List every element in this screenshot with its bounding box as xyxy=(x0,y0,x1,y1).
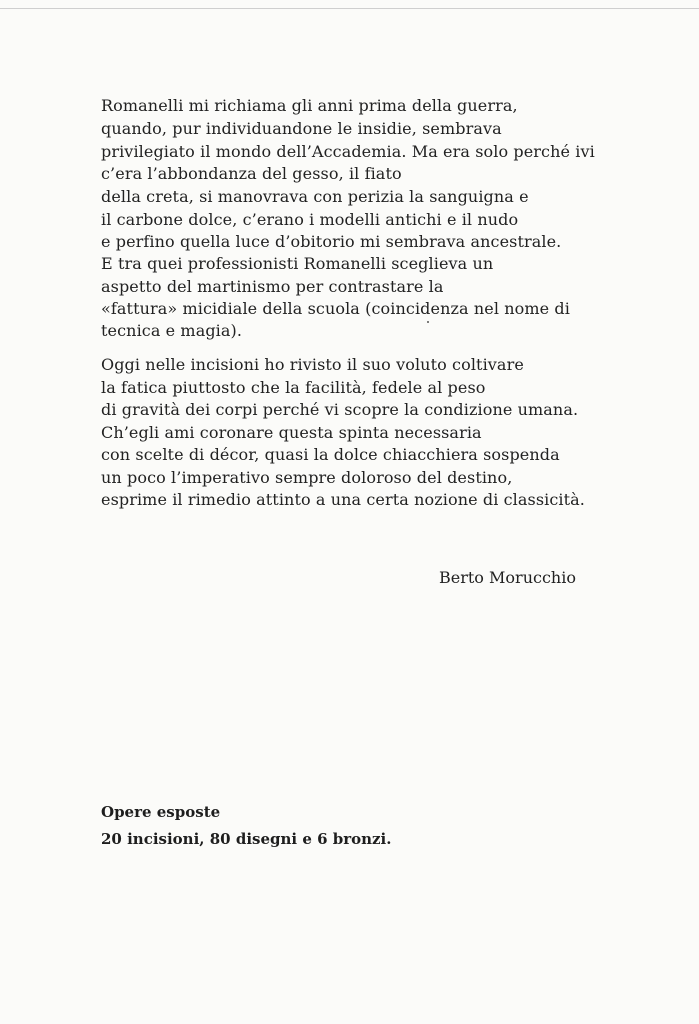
text-line: della creta, si manovrava con perizia la sanguigna e xyxy=(101,187,529,206)
text-line: la fatica piuttosto che la facilità, fedele al peso xyxy=(101,378,486,397)
text-line: E tra quei professionisti Romanelli sceglieva un xyxy=(101,254,494,273)
text-line: privilegiato il mondo dell’Accademia. Ma era solo perché ivi xyxy=(101,142,595,161)
text-line: e perfino quella luce d’obitorio mi sembrava ancestrale. xyxy=(101,232,562,251)
works-heading: Opere esposte xyxy=(101,803,221,821)
paper-speck xyxy=(427,321,429,323)
text-line: esprime il rimedio attinto a una certa nozione di classicità. xyxy=(101,490,585,509)
text-line: aspetto del martinismo per contrastare la xyxy=(101,277,444,296)
text-line: il carbone dolce, c’erano i modelli antichi e il nudo xyxy=(101,210,519,229)
top-edge-rule xyxy=(0,8,699,9)
works-detail: 20 incisioni, 80 disegni e 6 bronzi. xyxy=(101,830,392,848)
text-line: tecnica e magia). xyxy=(101,321,243,340)
text-line: un poco l’imperativo sempre doloroso del destino, xyxy=(101,468,513,487)
author-signature: Berto Morucchio xyxy=(439,568,576,587)
text-line: con scelte di décor, quasi la dolce chiacchiera sospenda xyxy=(101,445,560,464)
text-line: «fattura» micidiale della scuola (coincidenza nel nome di xyxy=(101,299,570,318)
text-line: Romanelli mi richiama gli anni prima della guerra, xyxy=(101,96,518,115)
text-line: c’era l’abbondanza del gesso, il fiato xyxy=(101,164,402,183)
text-line: di gravità dei corpi perché vi scopre la condizione umana. xyxy=(101,400,579,419)
text-line: Ch’egli ami coronare questa spinta necessaria xyxy=(101,423,482,442)
text-line: quando, pur individuandone le insidie, sembrava xyxy=(101,119,502,138)
text-line: Oggi nelle incisioni ho rivisto il suo voluto coltivare xyxy=(101,355,524,374)
